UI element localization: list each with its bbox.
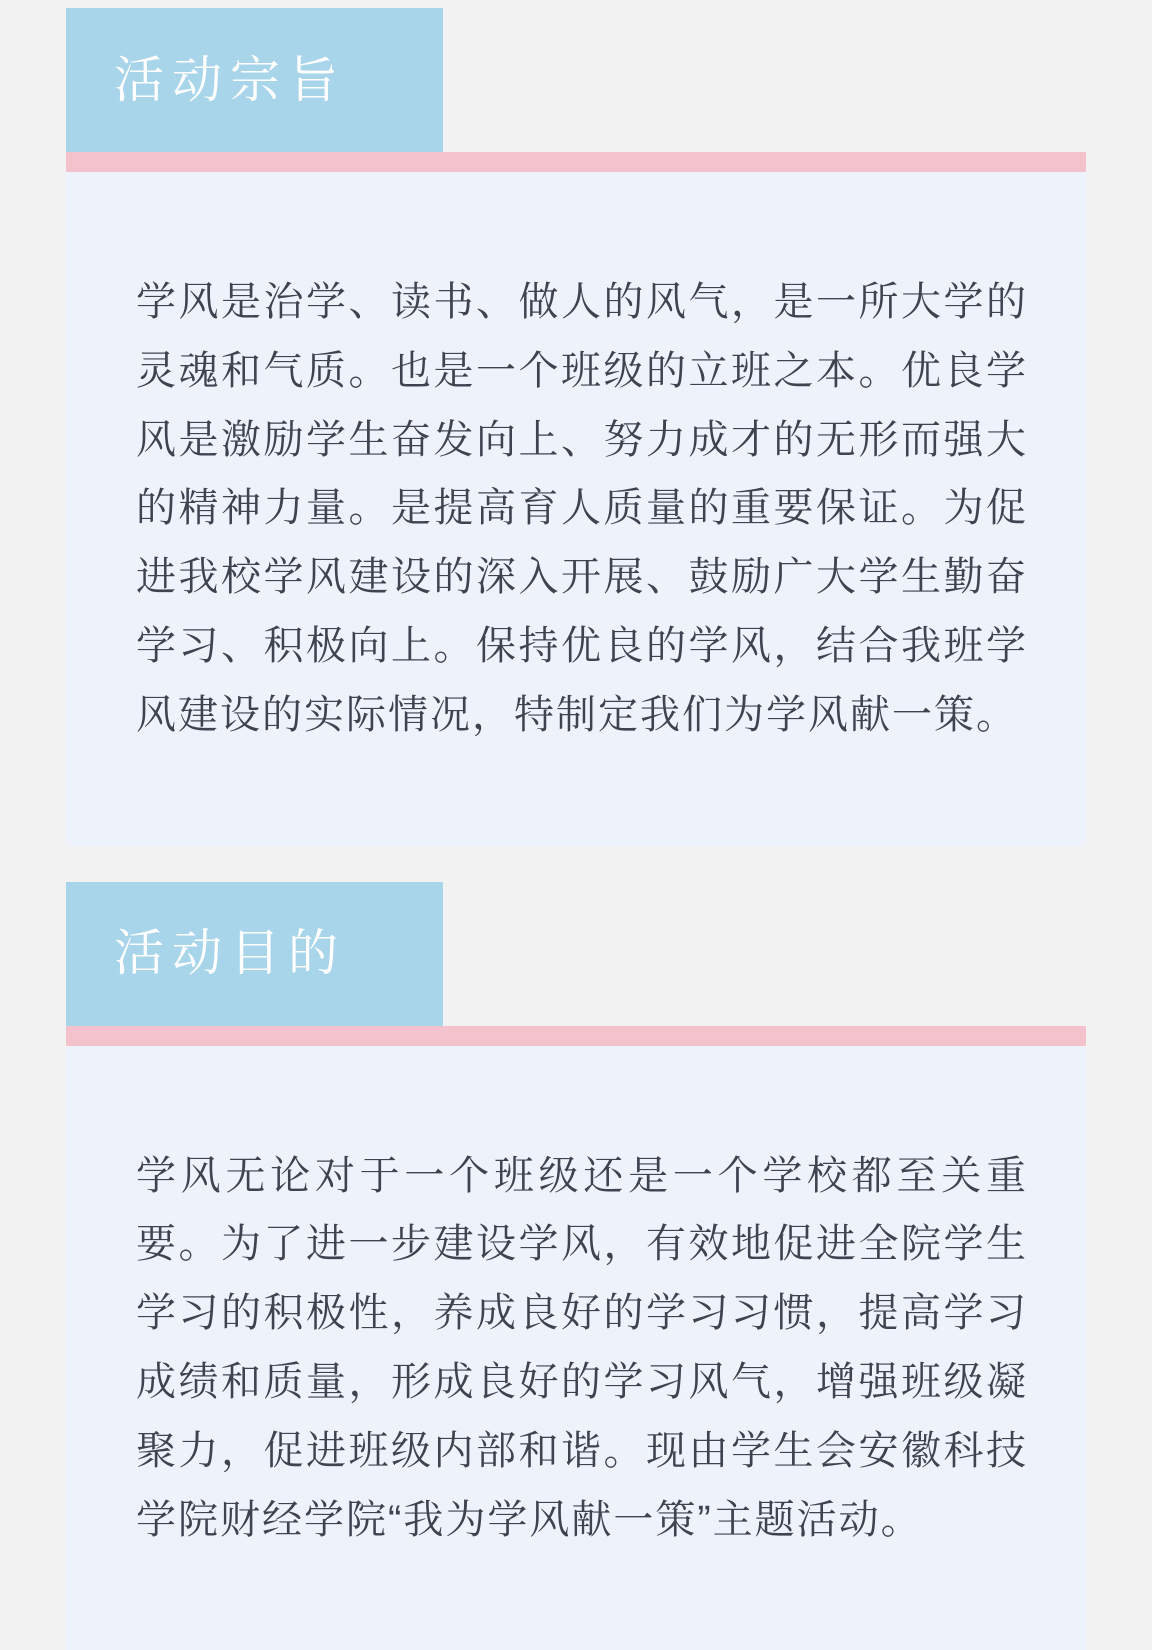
section-spacer	[0, 846, 1152, 882]
section-body-text: 学风是治学、读书、做人的风气，是一所大学的灵魂和气质。也是一个班级的立班之本。优良学风是激励学生奋发向上、努力成才的无形而强大的精神力量。是提高育人质量的重要保证。为促进我校学风建设的深入开展、鼓励广大学生勤奋学习、积极向上。保持优良的学风，结合我班学风建设的实际情况，特制定我们为学风献一策。	[136, 280, 1028, 737]
section-title: 活动宗旨	[114, 51, 346, 108]
section-header-tab	[66, 8, 443, 152]
section-divider-rule	[66, 1026, 1086, 1046]
section-activity-objective	[66, 882, 1086, 1650]
section-activity-purpose	[66, 8, 1086, 846]
top-spacer	[0, 0, 1152, 8]
section-body-text: 学风无论对于一个班级还是一个学校都至关重要。为了进一步建设学风，有效地促进全院学生学习的积极性，养成良好的学习习惯，提高学习成绩和质量，形成良好的学习风气，增强班级凝聚力，促进班级内部和谐。现由学生会安徽科技学院财经学院“我为学风献一策”主题活动。	[136, 1153, 1028, 1542]
section-title: 活动目的	[114, 925, 346, 982]
section-body-panel	[66, 1046, 1086, 1650]
section-body-panel	[66, 172, 1086, 846]
section-header-tab	[66, 882, 443, 1026]
section-divider-rule	[66, 152, 1086, 172]
